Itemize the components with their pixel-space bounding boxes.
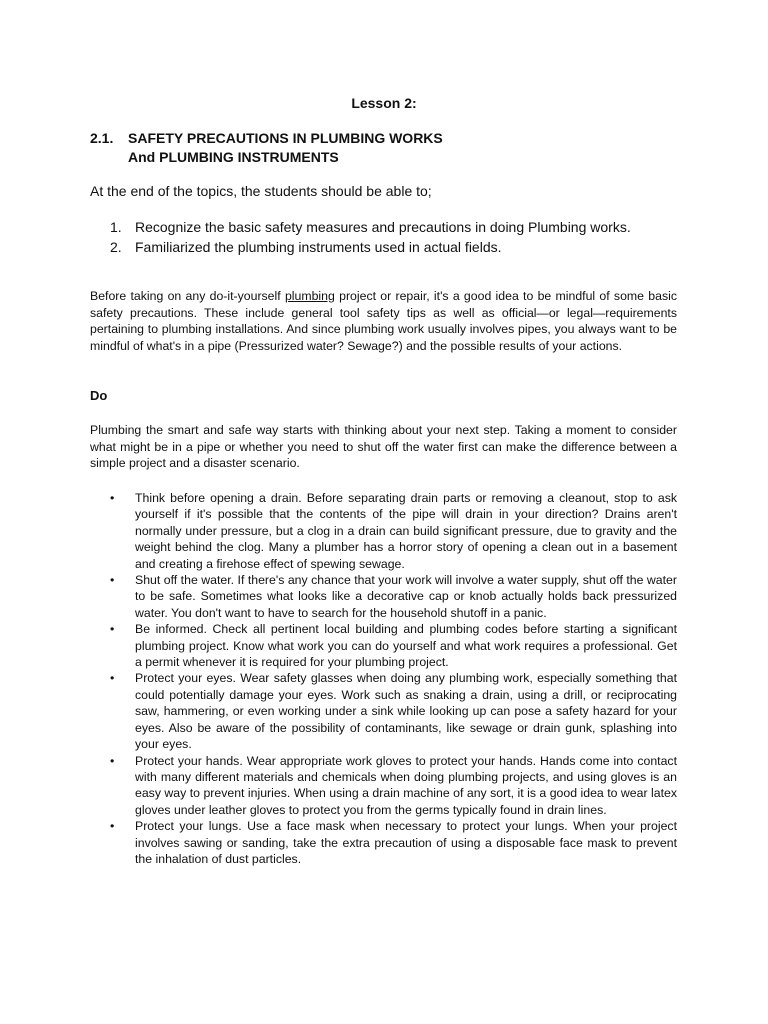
bullet-icon: • (110, 573, 115, 588)
section-heading-line1 (90, 129, 443, 148)
bullet-item (110, 621, 677, 670)
do-paragraph: Plumbing the smart and safe way starts with thinking about your next step. Taking a moment to consider what might be in a pipe or whether you need to shut off the water first can make the difference between a simple project and a disaster scenario. (90, 423, 677, 471)
bullet-icon: • (110, 753, 115, 768)
bullet-icon: • (110, 622, 115, 637)
bullet-text: Think before opening a drain. Before separating drain parts or removing a cleanout, stop to ask yourself if it's possible that the contents of the pipe will drain in your direction? Drains aren't normally under pressure, but a clog in a drain can build significant pressure, due to gravity and the weight behind the clog. Many a plumber has a horror story of opening a clean out in a basement and creating a firehose effect of spewing sewage. (135, 491, 677, 571)
bullet-icon: • (110, 671, 115, 686)
objective-text: Recognize the basic safety measures and precautions in doing Plumbing works. (135, 219, 631, 235)
safety-bullet-list (110, 490, 677, 867)
section-title: SAFETY PRECAUTIONS IN PLUMBING WORKS (128, 130, 443, 146)
bullet-item (110, 490, 677, 572)
lesson-title: Lesson 2: (351, 95, 417, 111)
intro-paragraph (90, 288, 677, 354)
do-heading: Do (90, 388, 108, 403)
objective-number: 1. (110, 219, 122, 235)
bullet-item (110, 818, 677, 867)
bullet-item (110, 572, 677, 621)
bullet-item (110, 753, 677, 819)
plumbing-link[interactable]: plumbing (284, 289, 335, 303)
paragraph-text: project or repair, it's a good idea to be mindful of some basic safety precautions. These include general tool safety tips as well as official—or legal—requirements pertaining to plumbing installations. And since plumbing work usually involves pipes, you always want to be mindful of what's in a pipe (Pressurized water? Sewage?) and the possible results of your actions. (90, 289, 677, 353)
section-heading (90, 129, 443, 167)
section-subtitle: And PLUMBING INSTRUMENTS (128, 149, 339, 165)
objective-text: Familiarized the plumbing instruments used in actual fields. (135, 239, 502, 255)
objectives-list (110, 217, 631, 257)
bullet-text: Protect your lungs. Use a face mask when necessary to protect your lungs. When your project involves sawing or sanding, take the extra precaution of using a disposable face mask to prevent the inhalation of dust particles. (135, 819, 677, 866)
objective-number: 2. (110, 239, 122, 255)
objective-item (110, 237, 631, 257)
bullet-text: Protect your hands. Wear appropriate work gloves to protect your hands. Hands come into contact with many different materials and chemicals when doing plumbing projects, and using gloves is an easy way to prevent injuries. When using a drain machine of any sort, it is a good idea to wear latex gloves under leather gloves to protect you from the germs typically found in drain lines. (135, 753, 677, 817)
bullet-icon: • (110, 491, 115, 505)
bullet-text: Shut off the water. If there's any chance that your work will involve a water supply, shut off the water to be safe. Sometimes what looks like a decorative cap or knob actually holds back pressurized water. You don't want to have to search for the household shutoff in a panic. (135, 573, 677, 620)
section-number: 2.1. (90, 130, 114, 146)
bullet-text: Protect your eyes. Wear safety glasses when doing any plumbing work, especially something that could potentially damage your eyes. Work such as snaking a drain, using a drill, or reciprocating saw, hammering, or even working under a sink while looking up can pose a safety hazard for your eyes. Also be aware of the possibility of contaminants, like sewage or drain gunk, splashing into your eyes. (135, 671, 677, 752)
bullet-item (110, 670, 677, 752)
objective-item (110, 217, 631, 237)
paragraph-text: Before taking on any do-it-yourself (90, 289, 285, 303)
intro-text: At the end of the topics, the students should be able to; (90, 183, 432, 199)
bullet-text: Be informed. Check all pertinent local building and plumbing codes before starting a significant plumbing project. Know what work you can do yourself and what work requires a professional. Get a permit whenever it is required for your plumbing project. (135, 622, 677, 670)
bullet-icon: • (110, 819, 115, 834)
